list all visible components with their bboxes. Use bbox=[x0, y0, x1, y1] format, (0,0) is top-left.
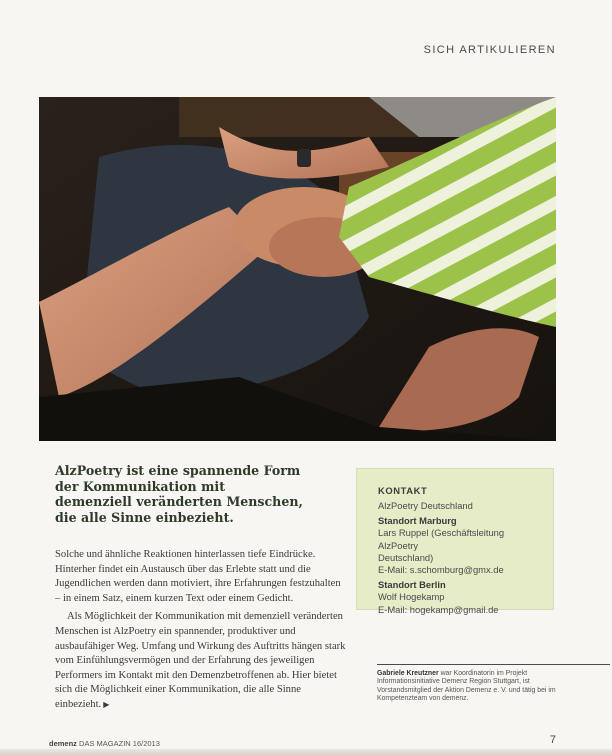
contact-box bbox=[356, 468, 554, 615]
body-paragraph-2 bbox=[55, 610, 347, 712]
footer-magazine bbox=[49, 739, 160, 748]
contact-org: AlzPoetry Deutschland bbox=[378, 500, 473, 511]
article-body bbox=[55, 548, 347, 717]
article-end-icon: ▶ bbox=[103, 699, 110, 709]
article-photo-holding-hands bbox=[39, 97, 556, 441]
contact-email-link[interactable]: E-Mail: s.schomburg@gmx.de bbox=[378, 564, 504, 576]
body-paragraph-2-text: Als Möglichkeit der Kommunikation mit demenziell veränderten Menschen ist AlzPoetry ein spannender, produktiver und ausbaufähiger Weg. Umfang und Wirkung des Auftritts hängen stark vom Einfühlungsvermögen und der Erfahrung des jeweiligen Performers im Kontakt mit den Demenzbetroffenen ab. Hier bietet sich die Möglichkeit einer Kommunikation, die alle Sinne einbezieht. bbox=[55, 611, 346, 710]
contact-box-title: KONTAKT bbox=[378, 485, 428, 496]
section-label: SICH ARTIKULIEREN bbox=[423, 44, 556, 56]
page-edge bbox=[0, 749, 612, 755]
contact-location-heading: Standort Berlin bbox=[378, 579, 446, 591]
body-paragraph-1: Solche und ähnliche Reaktionen hinterlassen tiefe Eindrücke. Hinterher findet ein Austausch über das Erlebte statt und die Jugendlichen werden dann motiviert, ihre Erfahrungen festzuhalten – in einem Satz, einem kurzen Text oder einem Gedicht. bbox=[55, 549, 341, 604]
contact-line: Wolf Hogekamp bbox=[378, 591, 445, 603]
author-caption bbox=[377, 670, 573, 704]
author-name: Gabriele Kreutzner bbox=[377, 670, 439, 677]
contact-location-heading: Standort Marburg bbox=[378, 515, 457, 527]
contact-line: Deutschland) bbox=[378, 551, 434, 563]
author-bio: war Koordinatorin im Projekt Informationsinitiative Demenz Region Stuttgart, ist Vorstandsmitglied der Aktion Demenz e. V. und tätig bei im Kompetenzteam von demenz. bbox=[377, 670, 556, 703]
caption-divider bbox=[377, 664, 610, 665]
page-number: 7 bbox=[549, 734, 556, 746]
magazine-name: demenz bbox=[49, 739, 77, 748]
lead-paragraph: AlzPoetry ist eine spannende Form der Kommunikation mit demenziell veränderten Menschen, die alle Sinne einbezieht. bbox=[55, 463, 303, 525]
contact-email-link[interactable]: E-Mail: hogekamp@gmail.de bbox=[378, 603, 499, 615]
magazine-issue: DAS MAGAZIN 16/2013 bbox=[79, 739, 160, 748]
contact-line: Lars Ruppel (Geschäftsleitung AlzPoetry bbox=[378, 527, 505, 551]
